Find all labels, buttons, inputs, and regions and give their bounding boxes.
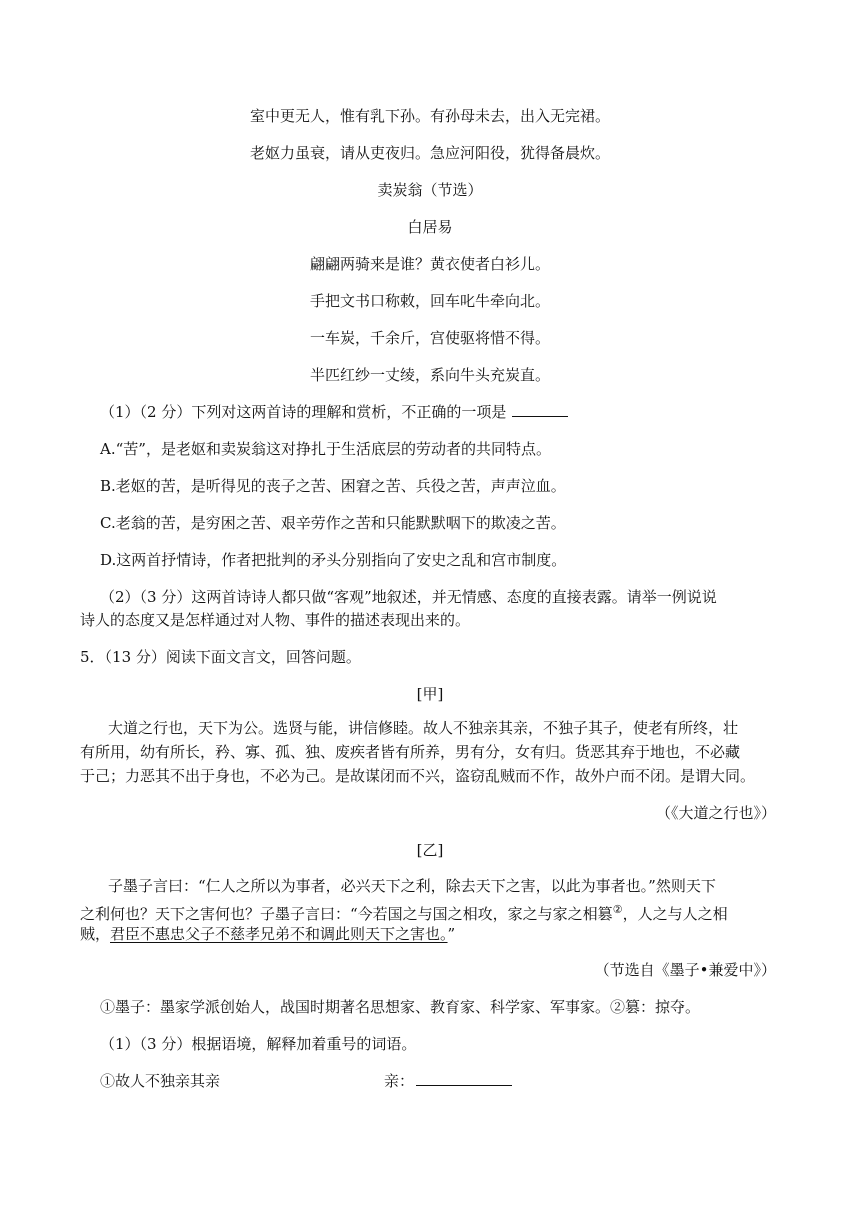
vocab-item-1 — [384, 1071, 512, 1091]
question-4-2: （2）（3 分）这两首诗诗人都只做“客观”地叙述，并无情感、态度的直接表露。请举一例说说 — [100, 588, 717, 606]
poem2-line: 翩翩两骑来是谁？黄衣使者白衫儿。 — [309, 255, 550, 273]
poem2-line: 手把文书口称敕，回车叱牛牵向北。 — [309, 292, 550, 310]
jia-text-line: 有所用，幼有所长，矜、寡、孤、独、废疾者皆有所养，男有分，女有归。货恶其弃于地也，不必藏 — [80, 743, 741, 761]
option-c: C.老翁的苦，是穷困之苦、艰辛劳作之苦和只能默默咽下的欺凌之苦。 — [100, 514, 566, 532]
question-4-1 — [100, 402, 568, 422]
answer-blank[interactable] — [512, 402, 568, 417]
option-d: D.这两首抒情诗，作者把批判的矛头分别指向了安史之乱和宫市制度。 — [100, 551, 567, 569]
jia-source: （《大道之行也》） — [655, 804, 776, 822]
yi-text-segment: ，人之与人之相 — [622, 905, 728, 923]
yi-text-line — [80, 924, 455, 944]
question-4-2-cont: 诗人的态度又是怎样通过对人物、事件的描述表现出来的。 — [80, 611, 471, 629]
question-5-intro: 5．（13 分）阅读下面文言文，回答问题。 — [80, 648, 361, 666]
yi-text-segment: 贼， — [80, 925, 111, 943]
poem1-line: 老妪力虽衰，请从吏夜归。急应河阳役，犹得备晨炊。 — [249, 144, 610, 162]
underlined-sentence: 君臣不惠忠父子不慈孝兄弟不和调此则天下之害也。 — [110, 925, 448, 943]
jia-text-line: 于己；力恶其不出于身也，不必为己。是故谋闭而不兴，盗窃乱贼而不作，故外户而不闭。是谓大同。 — [80, 767, 756, 785]
vocab-item-1-sentence: ①故人不独亲其亲 — [100, 1072, 221, 1090]
poem1-line: 室中更无人，惟有乳下孙。有孙母未去，出入无完裙。 — [249, 107, 610, 125]
poem2-author: 白居易 — [407, 218, 453, 236]
section-yi-label: [乙] — [416, 841, 444, 859]
option-b: B.老妪的苦，是听得见的丧子之苦、困窘之苦、兵役之苦，声声泣血。 — [100, 477, 566, 495]
yi-text-line: 子墨子言曰：“仁人之所以为事者，必兴天下之利，除去天下之害，以此为事者也。”然则天下 — [108, 877, 716, 895]
poem2-line: 半匹红纱一丈绫，系向牛头充炭直。 — [309, 366, 550, 384]
poem2-line: 一车炭，千余斤，宫使驱将惜不得。 — [309, 329, 550, 347]
section-jia-label: [甲] — [416, 685, 444, 703]
vocab-item-1-label: 亲： — [384, 1072, 415, 1090]
answer-blank[interactable] — [416, 1071, 512, 1086]
footnotes: ①墨子：墨家学派创始人，战国时期著名思想家、教育家、科学家、军事家。②篡：掠夺。 — [100, 998, 701, 1016]
footnote-marker: ② — [612, 903, 623, 916]
yi-text-segment: 之利何也？天下之害何也？子墨子言曰：“今若国之与国之相攻，家之与家之相篡 — [80, 905, 613, 923]
option-a: A.“苦”，是老妪和卖炭翁这对挣扎于生活底层的劳动者的共同特点。 — [100, 440, 551, 458]
jia-text-line: 大道之行也，天下为公。选贤与能，讲信修睦。故人不独亲其亲，不独子其子，使老有所终，壮 — [108, 719, 739, 737]
question-5-1: （1）（3 分）根据语境，解释加着重号的词语。 — [100, 1035, 417, 1053]
yi-source: （节选自《墨子•兼爱中》） — [594, 961, 776, 979]
yi-text-line — [80, 900, 728, 924]
poem2-title: 卖炭翁（节选） — [377, 181, 483, 199]
question-4-1-text: （1）（2 分）下列对这两首诗的理解和赏析，不正确的一项是 — [100, 403, 507, 421]
yi-text-segment: ” — [447, 925, 456, 943]
